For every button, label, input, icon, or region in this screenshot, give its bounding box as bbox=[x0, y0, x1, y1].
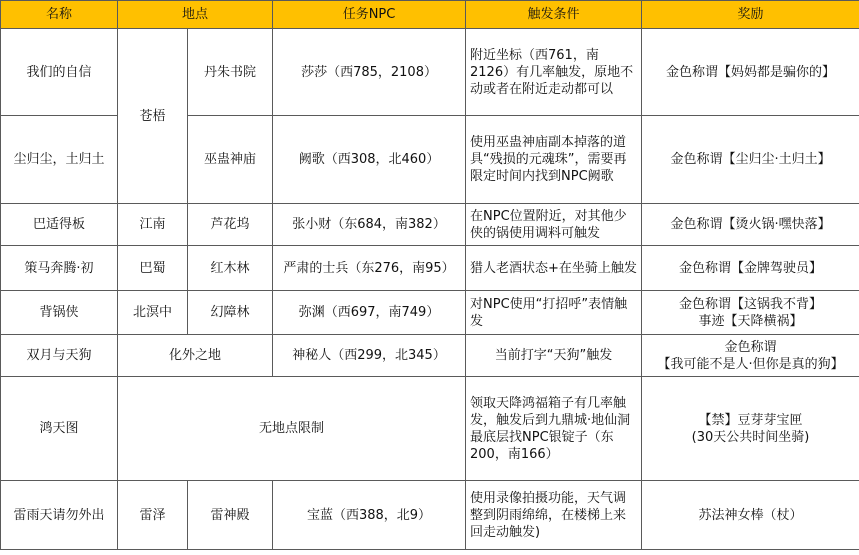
quest-condition: 猎人老酒状态+在坐骑上触发 bbox=[466, 246, 642, 291]
quest-place: 巫蛊神庙 bbox=[188, 116, 273, 204]
quest-location-npc: 无地点限制 bbox=[118, 377, 466, 481]
quest-place: 芦花坞 bbox=[188, 204, 273, 246]
quest-reward bbox=[642, 335, 859, 377]
quest-name: 策马奔腾·初 bbox=[1, 246, 118, 291]
quest-condition: 领取天降鸿福箱子有几率触发，触发后到九鼎城·地仙洞最底层找NPC银锭子（东200，南166） bbox=[466, 377, 642, 481]
quest-name: 鸿天图 bbox=[1, 377, 118, 481]
reward-line: (30天公共时间坐骑) bbox=[691, 429, 810, 445]
table-row bbox=[1, 377, 859, 481]
quest-reward: 苏法神女棒（杖） bbox=[642, 481, 859, 550]
reward-line: 金色称谓 bbox=[724, 339, 777, 355]
header-row bbox=[1, 1, 859, 29]
quest-npc: 阙歌（西308，北460） bbox=[273, 116, 466, 204]
header-condition: 触发条件 bbox=[466, 1, 642, 29]
reward-line: 金色称谓【这锅我不背】 bbox=[679, 296, 823, 312]
quest-name: 双月与天狗 bbox=[1, 335, 118, 377]
quest-region: 江南 bbox=[118, 204, 188, 246]
table-row bbox=[1, 29, 859, 116]
quest-region: 北溟中 bbox=[118, 291, 188, 335]
reward-line: 事迹【天降横祸】 bbox=[698, 313, 803, 329]
quest-name: 尘归尘，土归土 bbox=[1, 116, 118, 204]
table-row bbox=[1, 481, 859, 550]
quest-name: 我们的自信 bbox=[1, 29, 118, 116]
quest-npc: 神秘人（西299，北345） bbox=[273, 335, 466, 377]
quest-reward bbox=[642, 291, 859, 335]
header-npc: 任务NPC bbox=[273, 1, 466, 29]
quest-npc: 宝蓝（西388，北9） bbox=[273, 481, 466, 550]
quest-place: 幻障林 bbox=[188, 291, 273, 335]
quest-condition: 当前打字“天狗”触发 bbox=[466, 335, 642, 377]
quest-reward: 金色称谓【金牌驾驶员】 bbox=[642, 246, 859, 291]
quest-place: 丹朱书院 bbox=[188, 29, 273, 116]
quest-npc: 张小财（东684，南382） bbox=[273, 204, 466, 246]
table-row bbox=[1, 335, 859, 377]
header-location: 地点 bbox=[118, 1, 273, 29]
quest-condition: 使用录像拍摄功能，天气调整到阴雨绵绵，在楼梯上来回走动触发) bbox=[466, 481, 642, 550]
quest-reward: 金色称谓【尘归尘·土归土】 bbox=[642, 116, 859, 204]
quest-name: 背锅侠 bbox=[1, 291, 118, 335]
quest-region: 雷泽 bbox=[118, 481, 188, 550]
reward-line: 【我可能不是人·但你是真的狗】 bbox=[657, 356, 844, 372]
quest-reward: 金色称谓【烫火锅·嘿快落】 bbox=[642, 204, 859, 246]
quest-condition: 附近坐标（西761，南2126）有几率触发，原地不动或者在附近走动都可以 bbox=[466, 29, 642, 116]
quest-condition: 在NPC位置附近，对其他少侠的锅使用调料可触发 bbox=[466, 204, 642, 246]
quest-reward: 金色称谓【妈妈都是骗你的】 bbox=[642, 29, 859, 116]
quest-npc: 严肃的士兵（东276，南95） bbox=[273, 246, 466, 291]
quest-name: 雷雨天请勿外出 bbox=[1, 481, 118, 550]
table-row bbox=[1, 246, 859, 291]
quest-location: 化外之地 bbox=[118, 335, 273, 377]
quest-npc: 弥渊（西697，南749） bbox=[273, 291, 466, 335]
quest-condition: 使用巫蛊神庙副本掉落的道具“残损的元魂珠”，需要再限定时间内找到NPC阙歌 bbox=[466, 116, 642, 204]
table-row bbox=[1, 291, 859, 335]
header-name: 名称 bbox=[1, 1, 118, 29]
quest-condition: 对NPC使用“打招呼”表情触发 bbox=[466, 291, 642, 335]
quest-region: 巴蜀 bbox=[118, 246, 188, 291]
reward-line: 【禁】豆芽芽宝匣 bbox=[698, 412, 803, 428]
quest-name: 巴适得板 bbox=[1, 204, 118, 246]
quest-place: 红木林 bbox=[188, 246, 273, 291]
quest-npc: 莎莎（西785，2108） bbox=[273, 29, 466, 116]
header-reward: 奖励 bbox=[642, 1, 859, 29]
table-row bbox=[1, 204, 859, 246]
quest-region: 苍梧 bbox=[118, 29, 188, 204]
quest-place: 雷神殿 bbox=[188, 481, 273, 550]
quest-reward bbox=[642, 377, 859, 481]
